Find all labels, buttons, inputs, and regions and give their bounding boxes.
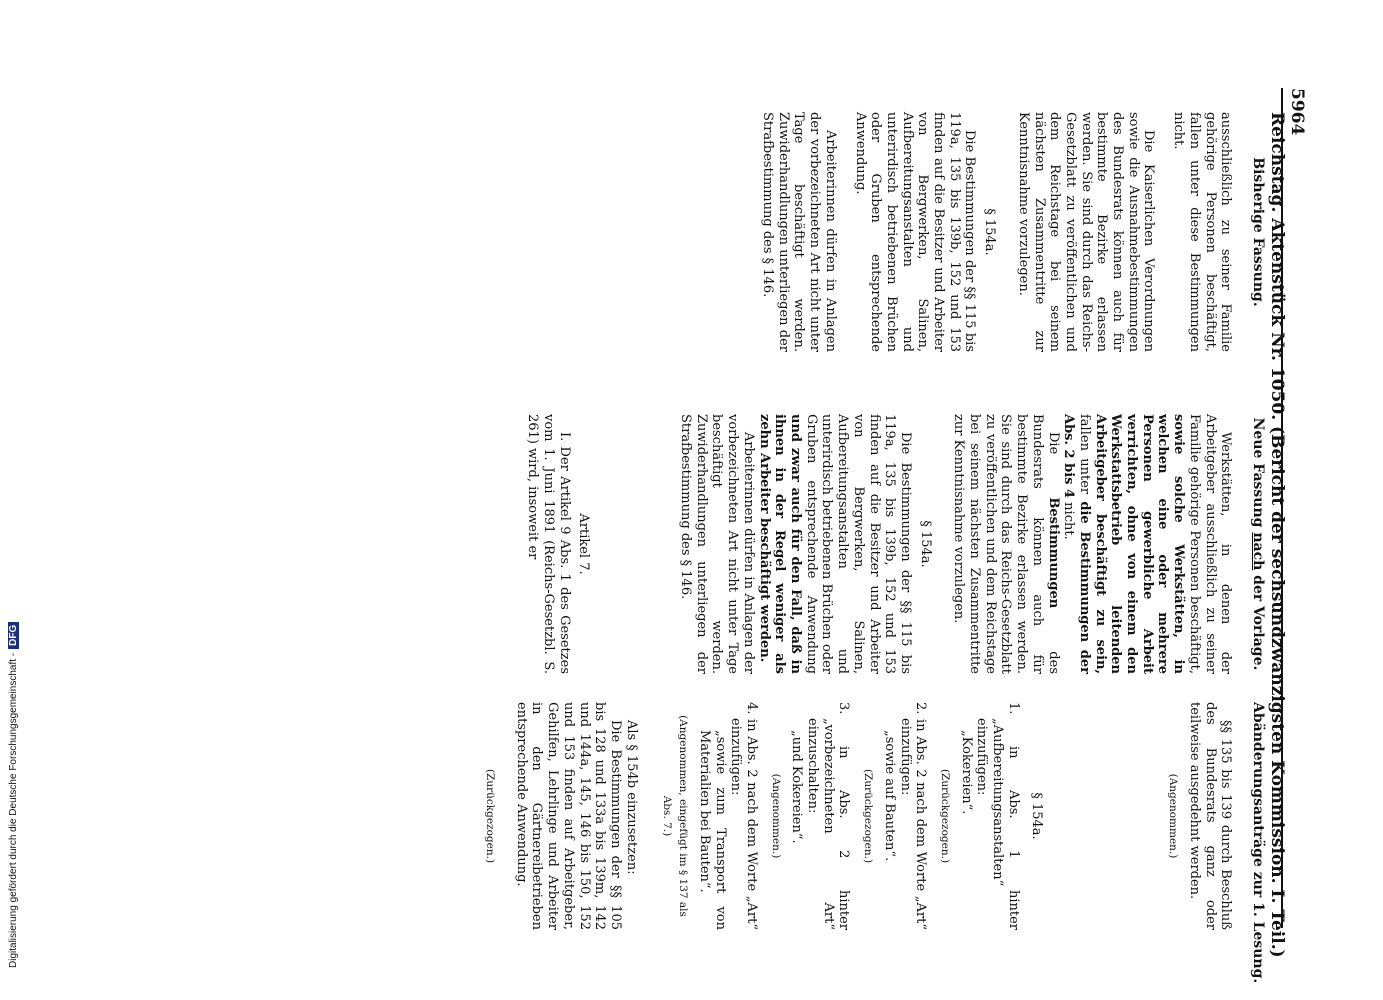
heading-underlined: nach (1250, 532, 1266, 571)
paragraph (951, 414, 1061, 674)
column-previous-version (759, 112, 1265, 352)
status-note: (Angenommen, eingefügt im § 137 als Abs. 7.) (661, 715, 690, 917)
paragraph: Die Kaiserlichen Verordnungen sowie die Ausnahmebestimmungen des Bundesrats können auch für bestimmte Bezirke erlassen werden. Sie sind durch das Reichs-Gesetzblatt zu veröffentlichen und dem Reichstage bei seinem nächsten Zusammentritte zur Kenntnisnahme vorzulegen. (1015, 112, 1157, 352)
paragraph: Arbeiterinnen dürfen in Anlagen der vorbezeichneten Art nicht unter Tage beschäftigt werden. Zuwiderhandlungen unterliegen der Strafbestimmung des § 146. (760, 112, 838, 352)
paragraph: Als § 154b einzusetzen: (623, 720, 639, 875)
status-note: (Angenommen.) (769, 773, 782, 859)
heading-part: Neue Fassung (1250, 417, 1266, 533)
dfg-logo: DFG (8, 622, 19, 649)
status-note: (Zurückgezogen.) (862, 768, 875, 864)
status-note: (Zurückgezogen.) (938, 768, 951, 864)
paragraph (756, 414, 913, 674)
paragraph: I. Der Artikel 9 Abs. 1 des Gesetzes vom 1. Juni 1891 (Reichs-Gesetzbl. S. 261) wird, insoweit er (525, 414, 572, 674)
text-run: nicht. (1061, 498, 1077, 540)
page-header (1267, 88, 1307, 958)
bold-amendment: Bestimmungen (1045, 497, 1061, 609)
quoted-insertion: „sowie zum Transport von Materialien bei Bauten“. (696, 730, 728, 930)
paragraph (1061, 414, 1234, 674)
bold-amendment: und zwar auch für den Fall, daß in ihnen in der Regel weniger als zehn Arbeiter beschäftigt werden. (756, 414, 804, 674)
bold-amendment: die Bestimmungen der Abs. 2 bis 4 (1061, 414, 1092, 674)
list-item: 4. in Abs. 2 nach dem Worte „Art“ einzufügen: (728, 702, 759, 930)
column-heading (1249, 414, 1265, 674)
column-new-version (525, 414, 1265, 674)
list-item: 2. in Abs. 2 nach dem Worte „Art“ einzufügen: (897, 702, 929, 930)
paragraph: §§ 135 bis 139 durch Beschluß des Bundesrats ganz oder teilweise ausgedehnt werden. (1186, 702, 1234, 930)
heading-part: der Vorlage. (1250, 570, 1266, 671)
digitization-credit (8, 622, 19, 968)
quoted-insertion: „und Kokereien“. (789, 730, 805, 844)
list-item: 1. in Abs. 1 hinter „Aufbereitungsanstalten“ einzufügen: (974, 702, 1021, 930)
bold-amendment: sowie solche Werkstätten, in welchen eine oder mehrere Personen gewerbliche Arbeit verrichten, ohne von einem den Werkstattsbetrieb leitenden Arbeitgeber beschäftigt zu sein, (1092, 414, 1187, 674)
credit-text: Digitalisierung gefördert durch die Deutsche Forschungsgemeinschaft - (8, 652, 19, 968)
section-number: § 154a. (917, 520, 933, 568)
status-note: (Angenommen.) (1167, 773, 1180, 859)
text-run: des Bundesrats können auch für bestimmte Bezirke erlassen werden. Sie sind durch das Reichs-Gesetzblatt zu veröffentlichen und dem Reichstage bei seinem nächsten Zusammentritte zur Kenntnisnahme vorzulegen. (951, 414, 1061, 674)
text-run: fallen unter (1076, 414, 1092, 502)
quoted-insertion: „sowie auf Bauten“. (881, 730, 897, 862)
article-heading: Artikel 7. (576, 513, 592, 575)
paragraph: Die Bestimmungen der §§ 105 bis 128 und 133a bis 139m, 142 und 144a, 145, 146 bis 150, 152 und 153 finden auf Arbeitgeber, Gehilfen, Lehrlinge und Arbeiter in den Gärtnereibetrieben entsprechende Anwendung. (513, 702, 624, 930)
section-number: § 154a. (982, 208, 998, 256)
column-heading: Abänderungsanträge zur 1. Lesung. (1250, 702, 1266, 984)
status-note: (Zurückgezogen.) (484, 768, 497, 864)
paragraph: Die Bestimmungen der §§ 115 bis 119a, 135 bis 139b, 152 und 153 finden auf die Besitzer und Arbeiter von Bergwerken, Salinen, Aufbereitungsanstalten und unterirdisch betriebenen Brüchen oder Gruben entsprechende Anwendung. (852, 112, 978, 352)
column-amendments (475, 702, 1266, 984)
text-run: Die Bestimmungen der §§ 115 bis 119a, 135 bis 139b, 152 und 153 finden auf die Besitzer und Arbeiter von Bergwerken, Salinen, Aufbereitungsanstalten und unterirdisch betriebenen Brüchen oder Gruben entsprechende Anwendung (803, 414, 913, 674)
list-item: 3. in Abs. 2 hinter „vorbezeichneten Art“ einzuschalten: (805, 702, 852, 930)
text-run: Werkstätten, in denen der Arbeitgeber ausschließlich zu seiner Familie gehörige Personen beschäftigt, (1186, 414, 1234, 674)
quoted-insertion: „Kokereien“. (958, 730, 974, 815)
paragraph: ausschließlich zu seiner Familie gehörige Personen beschäftigt, fallen unter diese Bestimmungen nicht. (1171, 112, 1234, 352)
page-title: Reichstag. Aktenstück Nr. 1050. (Bericht der sechsundzwanzigsten Kommission. I. Teil.) (1267, 112, 1287, 958)
text-run: Die (1045, 432, 1061, 498)
column-heading: Bisherige Fassung. (1250, 157, 1266, 307)
section-number: § 154a. (1029, 792, 1045, 840)
page-number: 5964 (1287, 88, 1307, 136)
paragraph: Arbeiterinnen dürfen in Anlagen der vorbezeichneten Art nicht unter Tage beschäftigt werden. Zuwiderhandlungen unterliegen der Strafbestimmung des § 146. (678, 414, 756, 674)
